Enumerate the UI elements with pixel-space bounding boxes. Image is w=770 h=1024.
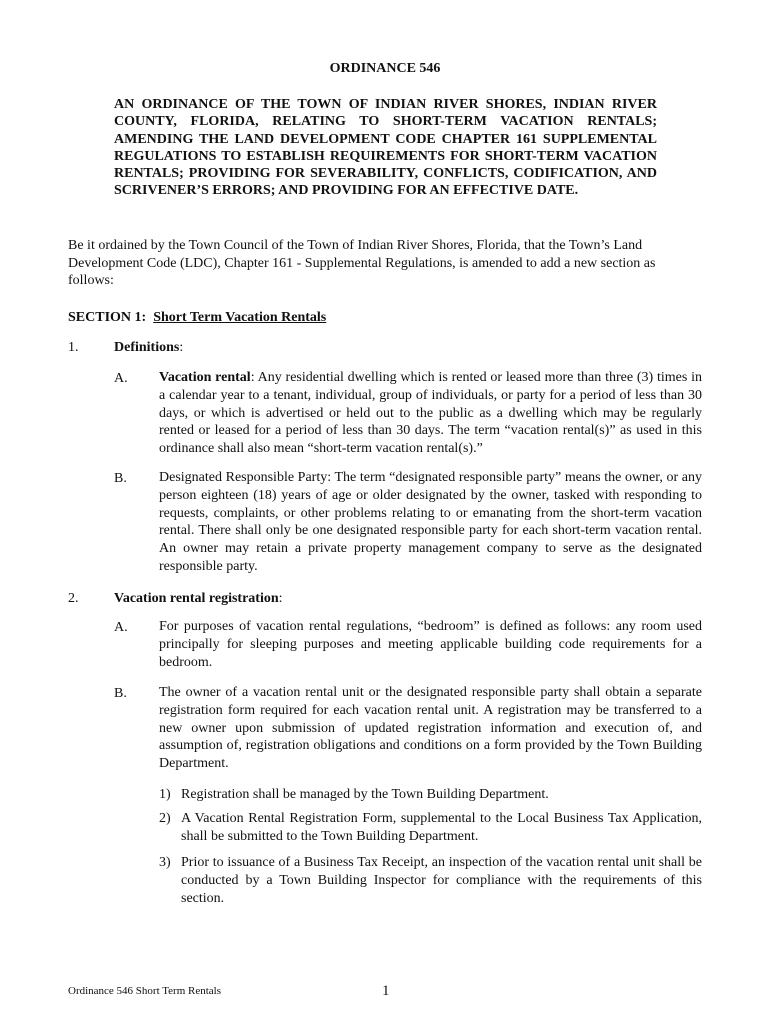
numbered-text: Registration shall be managed by the Town Building Department. [181, 787, 549, 802]
definition-text: : Any residential dwelling which is rented or leased more than three (3) times in a calendar year to a tenant, individual, group of individuals, or party for a period of less than 30 days, or which is advertised or held out to the public as a dwelling which may be regularly rented or leased for a period of less than 30 days. The term “vacation rental(s)” as used in this ordinance shall also mean “short-term vacation rental(s).” [159, 370, 703, 457]
page-number: 1 [382, 983, 390, 999]
item-heading-definitions [114, 339, 183, 357]
section-label: SECTION 1: [68, 310, 147, 325]
definition-designated-responsible-party: Designated Responsible Party: The term “designated responsible party” means the owner, or any person eighteen (18) years of age or older designated by the owner, tasked with responding to requests, complaints, or other problems relating to or emanating from the short-term vacation rental. There shall only be one designated responsible party for each short-term vacation rental. An owner may retain a private property management company to serve as the designated responsible party. [159, 470, 702, 574]
footer-label: Ordinance 546 Short Term Rentals [68, 985, 221, 997]
registration-requirement: The owner of a vacation rental unit or the designated responsible party shall obtain a separate registration form required for each vacation rental unit. A registration may be transferred to a new owner upon submission of updated registration information and execution of, and assumption of, registration obligations and conditions on a form provided by the Town Building Department. [159, 685, 702, 772]
ordinance-title: ORDINANCE 546 [329, 61, 441, 76]
item-heading-text: Vacation rental registration [114, 591, 279, 606]
definition-vacation-rental [159, 369, 702, 458]
item-heading-text: Definitions [114, 340, 180, 355]
subitem-letter: B. [114, 471, 127, 486]
item-number: 2. [68, 591, 79, 606]
section-heading [68, 309, 326, 327]
bedroom-definition: For purposes of vacation rental regulations, “bedroom” is defined as follows: any room used principally for sleeping purposes and meeting applicable building code requirements for a bedroom. [159, 619, 702, 670]
definition-term: Vacation rental [159, 370, 251, 385]
numbered-text: A Vacation Rental Registration Form, supplemental to the Local Business Tax Application, shall be submitted to the Town Building Department. [181, 811, 702, 844]
item-heading-suffix: : [179, 340, 184, 355]
item-heading-registration [114, 590, 283, 608]
section-title: Short Term Vacation Rentals [153, 310, 327, 325]
subitem-letter: A. [114, 620, 128, 635]
enacting-clause: Be it ordained by the Town Council of the Town of Indian River Shores, Florida, that the Town’s Land Development Code (LDC), Chapter 161 - Supplemental Regulations, is amended to add a new section as follows: [68, 238, 656, 288]
numbered-marker: 3) [159, 855, 171, 870]
item-number: 1. [68, 340, 79, 355]
item-heading-suffix: : [278, 591, 283, 606]
subitem-letter: A. [114, 371, 128, 386]
ordinance-caption: AN ORDINANCE OF THE TOWN OF INDIAN RIVER SHORES, INDIAN RIVER COUNTY, FLORIDA, RELATING TO SHORT-TERM VACATION RENTALS; AMENDING THE LAND DEVELOPMENT CODE CHAPTER 161 SUPPLEMENTAL REGULATIONS TO ESTABLISH REQUIREMENTS FOR SHORT-TERM VACATION RENTALS; PROVIDING FOR SEVERABILITY, CONFLICTS, CODIFICATION, AND SCRIVENER’S ERRORS; AND PROVIDING FOR AN EFFECTIVE DATE. [114, 97, 657, 199]
numbered-text: Prior to issuance of a Business Tax Receipt, an inspection of the vacation rental unit shall be conducted by a Town Building Inspector for compliance with the requirements of this section. [181, 855, 702, 906]
subitem-letter: B. [114, 686, 127, 701]
numbered-marker: 1) [159, 787, 171, 802]
numbered-marker: 2) [159, 811, 171, 826]
